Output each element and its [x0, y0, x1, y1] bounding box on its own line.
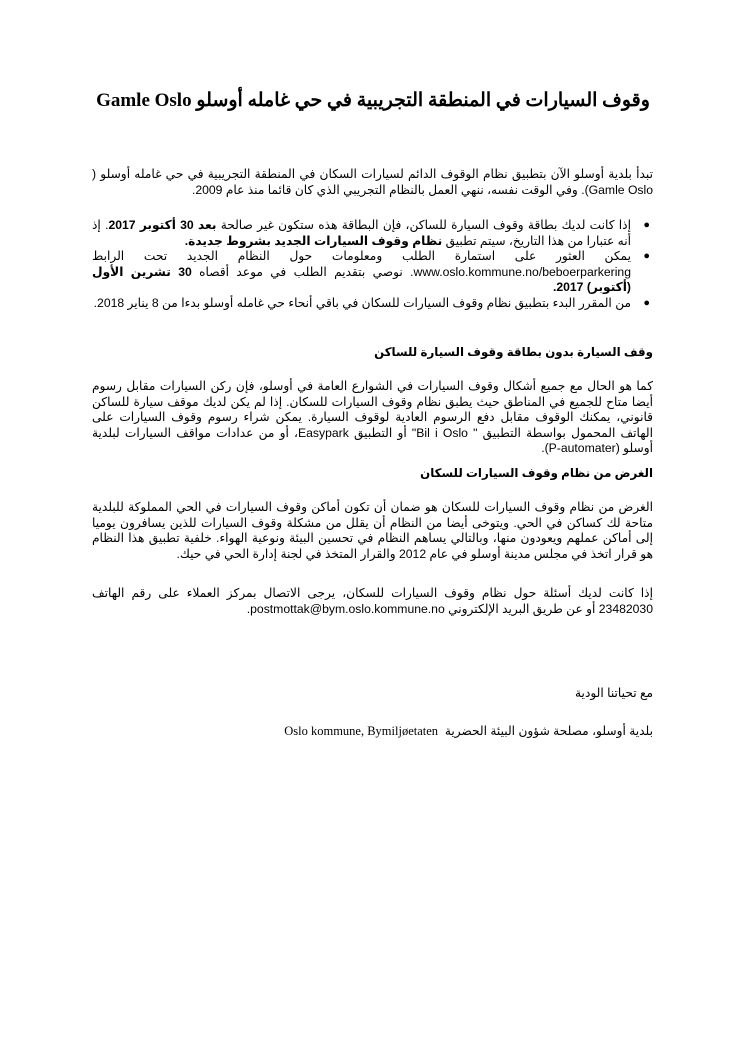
- bullet-list: [92, 218, 653, 311]
- section-heading-purpose: الغرض من نظام وقوف السيارات للسكان: [420, 466, 653, 480]
- bullet-icon: ●: [643, 250, 650, 262]
- bullet-1-text: إذا كانت لديك بطاقة وقوف السيارة للساكن، فإن البطاقة هذه ستكون غير صالحة: [216, 218, 631, 232]
- bullet-icon: ●: [643, 219, 650, 231]
- bullet-1-text-cont: . إذ أنه عتبارا من هذا التاريخ، سيتم تطبيق: [92, 218, 631, 248]
- section-heading-parking-without-card: وقف السيارة بدون بطاقة وقوف السيارة للساكن: [374, 345, 653, 359]
- section-body-parking-without-card: كما هو الحال مع جميع أشكال وقوف السيارات في الشوارع العامة في أوسلو، فإن ركن السيارات مقابل رسوم أيضا متاح للجميع في المناطق حيث يطبق نظام وقوف السيارات للسكان. إذا لم يكن لديك موقف سيارة للساكن قانوني، يمكنك الوقوف مقابل دفع الرسوم العادية لوقوف السيارة. يمكن شراء رسوم وقوف السيارات على الهاتف المحمول بواسطة التطبيق " Bil i Oslo" أو التطبيق Easypark، أو من عدادات مواقف السيارات لبلدية أوسلو (P-automater).: [92, 379, 653, 455]
- list-item: [92, 295, 650, 312]
- bullet-1-date: بعد 30 أكتوبر 2017: [108, 218, 217, 232]
- bullet-icon: ●: [643, 296, 650, 309]
- section-body-purpose: الغرض من نظام وقوف السيارات للسكان هو ضمان أن تكون أماكن وقوف السيارات في الحي المملوكة للبلدية متاحة لك كساكن في الحي. ويتوخى أيضا من النظام أن يقلل من مشكلة وقوف السيارات للذين يسافرون يوميا إلى أماكن عملهم ويعودون منها، وبالتالي يساهم النظام في تحسين البيئة ونوعية الهواء. خلفية تطبيق هذا النظام هو قرار اتخذ في مجلس مدينة أوسلو في عام 2012 والقرار المتخذ في لجنة إدارة الحي في حيك.: [92, 500, 653, 561]
- contact-paragraph: إذا كانت لديك أسئلة حول نظام وقوف السيارات للسكان، يرجى الاتصال بمركز العملاء على رقم الهاتف 23482030 أو عن طريق البريد الإلكتروني postmottak@bym.oslo.kommune.no.: [92, 586, 653, 616]
- page-title: وقوف السيارات في المنطقة التجريبية في حي غامله أوسلو Gamle Oslo: [96, 90, 650, 111]
- list-item: [92, 218, 650, 249]
- bullet-3-text: من المقرر البدء بتطبيق نظام وقوف السيارات للسكان في باقي أنحاء حي غامله أوسلو بدءا من 8 يناير 2018.: [93, 295, 631, 310]
- intro-paragraph: تبدأ بلدية أوسلو الآن بتطبيق نظام الوقوف الدائم لسيارات السكان في المنطقة التجريبية في حي غامله أوسلو ( Gamle Oslo). وفي الوقت نفسه، ننهي العمل بالنظام التجريبي الذي كان قائما منذ عام 2009.: [92, 167, 653, 197]
- signature-arabic: بلدية أوسلو، مصلحة شؤون البيئة الحضرية: [444, 724, 653, 738]
- closing-greeting: مع تحياتنا الودية: [575, 686, 653, 700]
- bullet-2-deadline: 30 تشرين الأول (أكتوبر) 2017.: [92, 264, 631, 294]
- signature-line: [92, 724, 653, 740]
- bullet-2-text: يمكن العثور على استمارة الطلب ومعلومات حول النظام الجديد تحت الرابط www.oslo.kommune.no/beboerparkering. نوصي بتقديم الطلب في موعد أقصاه: [92, 249, 631, 279]
- list-item: [92, 249, 650, 296]
- signature-norwegian: Oslo kommune, Bymiljøetaten: [284, 724, 439, 738]
- bullet-1-emphasis: نظام وقوف السيارات الجديد بشروط جديدة.: [184, 233, 443, 248]
